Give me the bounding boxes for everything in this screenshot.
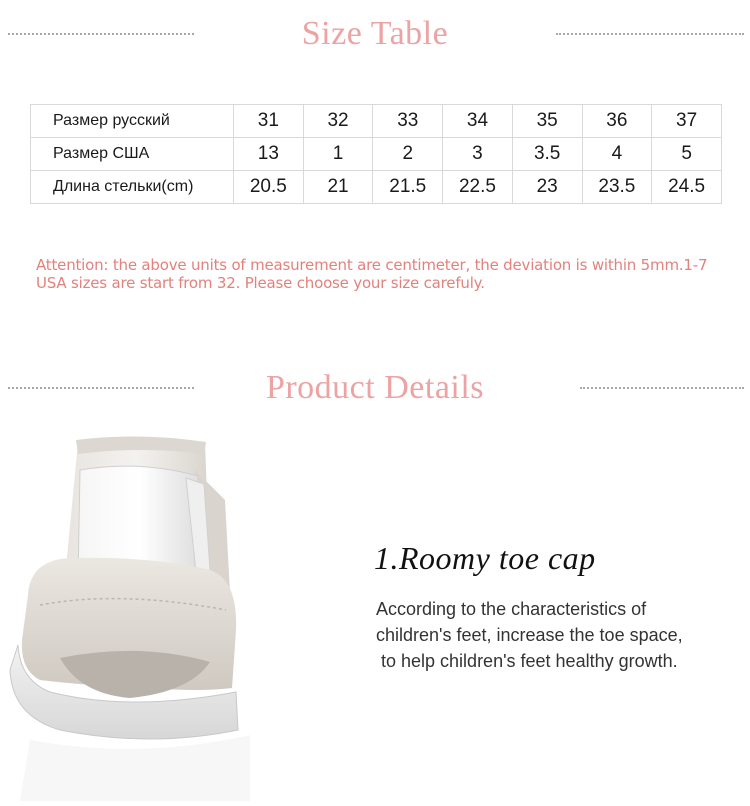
table-cell: 33 (373, 105, 443, 138)
size-table-title: Size Table (301, 15, 449, 52)
table-row (31, 171, 722, 204)
table-cell: 32 (303, 105, 373, 138)
attention-line: Attention: the above units of measurement are centimeter, the deviation is within 5mm.1-7 (36, 256, 708, 274)
feature-line: According to the characteristics of (376, 599, 647, 619)
row-label: Длина стельки(cm) (31, 171, 234, 204)
table-cell: 3 (443, 138, 513, 171)
boot-toe-image (0, 430, 260, 801)
table-cell: 24.5 (652, 171, 722, 204)
table-cell: 5 (652, 138, 722, 171)
attention-line: USA sizes are start from 32. Please choose your size carefuly. (36, 274, 485, 292)
table-cell: 21.5 (373, 171, 443, 204)
right-dotted-divider (580, 387, 744, 389)
row-label: Размер русский (31, 105, 234, 138)
feature-description (376, 596, 736, 674)
table-cell: 34 (443, 105, 513, 138)
feature-line: children's feet, increase the toe space, (376, 625, 683, 645)
table-cell: 37 (652, 105, 722, 138)
table-cell: 1 (303, 138, 373, 171)
table-cell: 4 (582, 138, 652, 171)
size-table-heading-row (0, 14, 750, 54)
table-cell: 21 (303, 171, 373, 204)
right-dotted-divider (556, 33, 744, 35)
table-cell: 20.5 (234, 171, 304, 204)
table-cell: 2 (373, 138, 443, 171)
table-cell: 35 (512, 105, 582, 138)
table-cell: 23.5 (582, 171, 652, 204)
table-cell: 3.5 (512, 138, 582, 171)
table-row (31, 105, 722, 138)
table-cell: 22.5 (443, 171, 513, 204)
row-label: Размер США (31, 138, 234, 171)
size-table (30, 104, 722, 204)
table-cell: 36 (582, 105, 652, 138)
table-row (31, 138, 722, 171)
product-details-heading-row (0, 368, 750, 408)
feature-line: to help children's feet healthy growth. (376, 651, 678, 671)
boot-illustration (0, 430, 260, 801)
attention-note (36, 256, 736, 292)
table-cell: 13 (234, 138, 304, 171)
feature-title: 1.Roomy toe cap (374, 540, 596, 576)
product-details-title: Product Details (265, 369, 485, 406)
table-cell: 23 (512, 171, 582, 204)
table-cell: 31 (234, 105, 304, 138)
